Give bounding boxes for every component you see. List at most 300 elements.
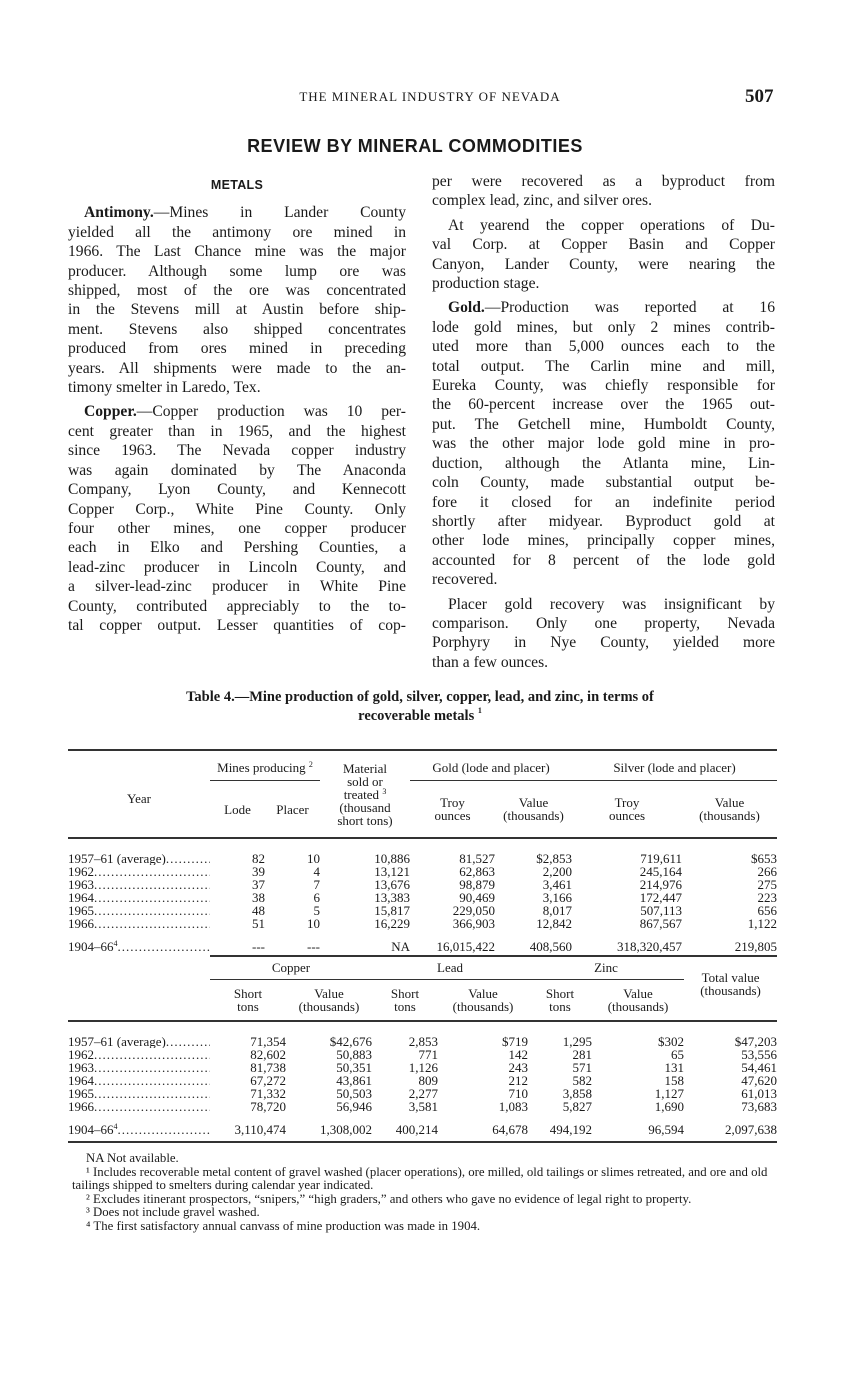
line-text: coln County, made substantial output be-: [432, 474, 775, 492]
value-cell: 1,690: [654, 1099, 685, 1114]
line-text: timony smelter in Laredo, Tex.: [68, 379, 261, 397]
value-cell: 245,164: [639, 864, 682, 879]
line-text: Eureka County, was chiefly responsible for: [432, 377, 775, 395]
year-label: 1904–66: [68, 1123, 114, 1136]
dot-leader: [94, 1087, 210, 1100]
value-cell: 98,879: [459, 877, 495, 892]
value-cell: ---: [307, 939, 320, 954]
value-cell: 51: [252, 916, 265, 931]
line-text: lead-zinc producer in Lincoln County, and: [68, 558, 406, 576]
value-cell: 131: [664, 1060, 685, 1075]
text-line: [432, 395, 775, 414]
col-group-gold: Gold (lode and placer): [410, 758, 572, 780]
year-cell: [68, 891, 210, 904]
text-line: [68, 378, 406, 397]
value-cell: 318,320,457: [617, 939, 682, 954]
value-cell: 10: [307, 851, 320, 866]
line-text: producer. Although some lump ore was: [68, 262, 406, 280]
text-line: [432, 434, 775, 453]
value-cell: 54,461: [741, 1060, 778, 1075]
year-label: 1962: [68, 1048, 94, 1061]
caption-line: Table 4.—Mine production of gold, silver, copper, lead, and zinc, in terms of: [186, 689, 654, 705]
year-cell: [68, 1100, 210, 1113]
value-cell: 719,611: [640, 851, 682, 866]
text-line: [432, 595, 775, 614]
value-cell: 2,853: [408, 1034, 438, 1049]
value-cell: $653: [751, 851, 777, 866]
line-text: per were recovered as a byproduct from: [432, 173, 775, 190]
caption-line: [60, 707, 780, 726]
text-line: [68, 300, 406, 319]
value-cell: 82,602: [250, 1047, 286, 1062]
text-line: [68, 480, 406, 499]
col-material: Material sold or treated $^3$ (thousand short tons): [337, 761, 393, 828]
year-cell: [68, 1074, 210, 1087]
line-text: Copper Corp., White Pine County. Only: [68, 500, 406, 518]
year-cell: [68, 1087, 210, 1100]
value-cell: 281: [572, 1047, 593, 1062]
value-cell: 809: [418, 1073, 438, 1088]
line-text: uted more than 5,000 ounces each to the: [432, 338, 775, 356]
line-text: put. The Getchell mine, Humboldt County,: [432, 415, 775, 433]
value-cell: 172,447: [639, 890, 682, 905]
line-text: was the other major lode gold mine in pro-: [432, 435, 775, 453]
year-label: 1962: [68, 865, 94, 878]
text-line: [432, 454, 775, 473]
year-label: 1966: [68, 1100, 94, 1113]
text-line: [432, 337, 775, 356]
value-cell: 212: [508, 1073, 529, 1088]
line-text: duction, although the Atlanta mine, Lin-: [432, 454, 775, 472]
line-text: a silver-lead-zinc producer in White Pine: [68, 578, 406, 596]
year-label: 1957–61 (average): [68, 1035, 166, 1048]
dot-leader: [94, 878, 210, 891]
table-total-row: [68, 940, 777, 953]
value-cell: 3,581: [408, 1099, 438, 1114]
year-label: 1966: [68, 917, 94, 930]
line-text: lode gold mines, but only 2 mines contrib-: [432, 318, 775, 336]
value-cell: 90,469: [459, 890, 495, 905]
dot-leader: [118, 940, 211, 953]
value-cell: 1,122: [747, 916, 777, 931]
line-text: since 1963. The Nevada copper industry: [68, 442, 406, 460]
value-cell: 10,886: [374, 851, 410, 866]
text-line: [68, 441, 406, 460]
line-text: 1966. The Last Chance mine was the major: [68, 243, 406, 261]
col-lead-tons: Short tons: [390, 986, 420, 1015]
value-cell: 275: [757, 877, 777, 892]
line-text: comparison. Only one property, Nevada: [432, 614, 775, 632]
line-text: val Corp. at Copper Basin and Copper: [432, 236, 775, 254]
line-text: production stage.: [432, 275, 540, 293]
table-footnotes: [72, 1152, 782, 1233]
year-cell: [68, 852, 210, 865]
value-cell: 243: [508, 1060, 529, 1075]
line-text: each in Elko and Pershing Counties, a: [68, 539, 406, 557]
value-cell: ---: [252, 939, 265, 954]
col-group-silver: Silver (lode and placer): [572, 758, 777, 780]
value-cell: 47,620: [741, 1073, 778, 1088]
value-cell: 6: [313, 890, 320, 905]
text-line: [432, 191, 775, 210]
line-text: At yearend the copper operations of Du-: [448, 216, 775, 234]
value-cell: 10: [307, 916, 320, 931]
running-title: THE MINERAL INDUSTRY OF NEVADA: [299, 89, 561, 104]
col-total-value: Total value (thousands): [700, 970, 761, 998]
text-line: [432, 274, 775, 293]
row-spacer: [68, 1021, 777, 1035]
dot-leader: [94, 917, 210, 930]
col-year: Year: [127, 790, 151, 806]
table-header-rule: [68, 837, 777, 839]
col-copper-value: Value (thousands): [298, 986, 360, 1015]
line-text: produced from ores mined in preceding: [68, 340, 406, 358]
footnote-ref: 4: [113, 940, 118, 948]
line-text: Company, Lyon County, and Kennecott: [68, 481, 406, 499]
line-text: other lode mines, principally copper mines,: [432, 532, 775, 550]
text-line: [432, 493, 775, 512]
year-label: 1904–66: [68, 940, 114, 953]
value-cell: 158: [664, 1073, 685, 1088]
text-line: [68, 281, 406, 300]
year-cell: [68, 940, 210, 953]
text-line: [68, 339, 406, 358]
year-cell: [68, 865, 210, 878]
value-cell: 71,332: [250, 1086, 286, 1101]
dot-leader: [166, 852, 210, 865]
line-text: years. All shipments were made to the an-: [68, 359, 406, 377]
value-cell: 1,127: [654, 1086, 685, 1101]
year-cell: [68, 1123, 210, 1136]
value-cell: 656: [757, 903, 777, 918]
text-line: [432, 473, 775, 492]
year-label: 1965: [68, 904, 94, 917]
line-text: —Mines in Lander County: [153, 204, 406, 222]
left-column: [68, 176, 406, 640]
value-cell: 81,527: [459, 851, 495, 866]
col-lode: Lode: [224, 801, 251, 817]
value-cell: 37: [252, 877, 265, 892]
line-text: yielded all the antimony ore mined in: [68, 223, 406, 241]
dot-leader: [166, 1035, 210, 1048]
col-silver-value: Value (thousands): [699, 795, 760, 824]
value-cell: 507,113: [640, 903, 682, 918]
year-label: 1965: [68, 1087, 94, 1100]
value-cell: 219,805: [734, 939, 777, 954]
dot-leader: [94, 1061, 210, 1074]
footnote: ³ Does not include gravel washed.: [86, 1205, 260, 1219]
line-text: County, contributed appreciably to the to-: [68, 597, 406, 615]
text-line: [432, 255, 775, 274]
left-paragraphs: [68, 203, 406, 635]
text-line: [432, 376, 775, 395]
line-text: than a few ounces.: [432, 653, 549, 671]
text-line: [432, 235, 775, 254]
page-number: 507: [745, 86, 774, 107]
text-line: [68, 616, 406, 635]
line-text: —Copper production was 10 per-: [136, 403, 406, 421]
year-cell: [68, 1035, 210, 1048]
text-line: [432, 614, 775, 633]
value-cell: 266: [757, 864, 777, 879]
value-cell: 15,817: [374, 903, 410, 918]
text-line: [432, 357, 775, 376]
year-label: 1957–61 (average): [68, 852, 166, 865]
value-cell: 223: [757, 890, 777, 905]
value-cell: NA: [391, 939, 410, 954]
footnote: ² Excludes itinerant prospectors, “snipers,” “high graders,” and others who gave no evidence of legal right to property.: [86, 1191, 692, 1206]
line-text: —Production was reported at 16: [484, 299, 775, 317]
value-cell: 5,827: [562, 1099, 593, 1114]
value-cell: 67,272: [250, 1073, 286, 1088]
year-cell: [68, 878, 210, 891]
year-cell: [68, 1061, 210, 1074]
footnote: ⁴ The first satisfactory annual canvass of mine production was made in 1904.: [86, 1218, 481, 1233]
value-cell: 142: [508, 1047, 529, 1062]
spacer-cell: [68, 1021, 777, 1035]
value-cell: 5: [313, 903, 320, 918]
subsection-heading: METALS: [210, 178, 264, 192]
footnote: ¹ Includes recoverable metal content of gravel washed (placer operations), ore milled, old tailings or slimes retreated, and ore and old tailings shipped to smelters during calendar year indicated.: [72, 1164, 768, 1192]
footnote-ref: 1: [477, 706, 482, 715]
dot-leader: [94, 891, 210, 904]
paragraph: [432, 595, 775, 673]
paragraph: [68, 402, 406, 635]
value-cell: 400,214: [395, 1122, 438, 1137]
line-text: total output. The Carlin mine and mill,: [432, 357, 775, 375]
line-text: recovered.: [432, 571, 498, 589]
value-cell: $42,676: [329, 1034, 372, 1049]
value-cell: 13,676: [374, 877, 410, 892]
value-cell: 3,166: [542, 890, 572, 905]
dot-leader: [94, 865, 210, 878]
text-line: [68, 577, 406, 596]
value-cell: $2,853: [536, 851, 572, 866]
text-line: [68, 242, 406, 261]
year-label: 1963: [68, 878, 94, 891]
value-cell: 710: [508, 1086, 529, 1101]
text-line: [432, 551, 775, 570]
paragraph-lead: Copper.: [84, 403, 137, 421]
line-text: tal copper output. Lesser quantities of cop-: [68, 616, 406, 634]
year-label: 1964: [68, 1074, 94, 1087]
table-part1: [68, 758, 777, 953]
text-line: [68, 500, 406, 519]
text-line: [68, 359, 406, 378]
line-text: in the Stevens mill at Austin before ship-: [68, 301, 406, 319]
col-group-zinc: Zinc: [528, 959, 684, 979]
paragraph: [432, 216, 775, 294]
value-cell: 62,863: [459, 864, 495, 879]
paragraph: [68, 203, 406, 397]
text-line: [432, 531, 775, 550]
caption-text: recoverable metals: [358, 708, 475, 724]
line-text: four other mines, one copper producer: [68, 519, 406, 537]
value-cell: 50,351: [336, 1060, 372, 1075]
table-row: [68, 917, 777, 930]
text-line: [68, 402, 406, 421]
value-cell: 71,354: [250, 1034, 286, 1049]
value-cell: 13,121: [374, 864, 410, 879]
value-cell: 366,903: [452, 916, 495, 931]
value-cell: 3,858: [562, 1086, 593, 1101]
value-cell: 4: [313, 864, 320, 879]
table-part2-header-rule: [68, 1020, 777, 1022]
table-row: [68, 1100, 777, 1113]
value-cell: 582: [572, 1073, 593, 1088]
value-cell: $47,203: [734, 1034, 778, 1049]
value-cell: 8,017: [542, 903, 572, 918]
value-cell: $302: [658, 1034, 685, 1049]
line-text: Canyon, Lander County, were nearing the: [432, 255, 775, 273]
col-lead-value: Value (thousands): [452, 986, 514, 1015]
col-group-copper: Copper: [210, 959, 372, 979]
value-cell: 81,738: [250, 1060, 286, 1075]
value-cell: 3,461: [542, 877, 572, 892]
value-cell: 64,678: [492, 1122, 529, 1137]
value-cell: 494,192: [549, 1122, 593, 1137]
value-cell: $719: [502, 1034, 529, 1049]
value-cell: 56,946: [336, 1099, 372, 1114]
year-cell: [68, 1048, 210, 1061]
text-line: [68, 558, 406, 577]
value-cell: 1,295: [562, 1034, 593, 1049]
table-part2-rule: [210, 955, 777, 957]
value-cell: 73,683: [741, 1099, 778, 1114]
line-text: shipped, most of the ore was concentrated: [68, 282, 406, 300]
paragraph-lead: Gold.: [448, 299, 485, 317]
value-cell: 771: [418, 1047, 438, 1062]
col-zinc-tons: Short tons: [545, 986, 575, 1015]
line-text: complex lead, zinc, and silver ores.: [432, 192, 652, 210]
col-copper-tons: Short tons: [233, 986, 263, 1015]
value-cell: 39: [252, 864, 265, 879]
text-line: [68, 519, 406, 538]
dot-leader: [94, 1074, 210, 1087]
line-text: Porphyry in Nye County, yielded more: [432, 634, 775, 652]
year-cell: [68, 917, 210, 930]
line-text: was again dominated by The Anaconda: [68, 461, 406, 479]
line-text: the 60-percent increase over the 1965 out-: [432, 396, 775, 414]
year-label: 1963: [68, 1061, 94, 1074]
line-text: shortly after midyear. Byproduct gold at: [432, 512, 775, 530]
value-cell: 867,567: [639, 916, 682, 931]
col-gold-troy: Troy ounces: [434, 795, 471, 824]
value-cell: 65: [671, 1047, 685, 1062]
text-line: [68, 262, 406, 281]
text-line: [432, 298, 775, 317]
value-cell: 7: [313, 877, 320, 892]
footnote-ref: 4: [113, 1123, 118, 1131]
row-spacer: [68, 838, 777, 852]
text-line: [68, 320, 406, 339]
value-cell: 43,861: [336, 1073, 372, 1088]
value-cell: 16,015,422: [436, 939, 495, 954]
paragraph: [432, 172, 775, 211]
footnote: NA Not available.: [86, 1151, 179, 1165]
value-cell: 12,842: [536, 916, 572, 931]
line-text: fore it closed for an indefinite period: [432, 493, 775, 511]
col-placer: Placer: [276, 801, 309, 817]
col-gold-value: Value (thousands): [503, 795, 564, 824]
value-cell: 1,126: [408, 1060, 438, 1075]
text-line: [432, 512, 775, 531]
text-line: [68, 223, 406, 242]
dot-leader: [94, 904, 210, 917]
value-cell: 38: [252, 890, 265, 905]
dot-leader: [118, 1123, 211, 1136]
text-line: [68, 597, 406, 616]
table-part2: [68, 959, 777, 1136]
text-line: [432, 415, 775, 434]
text-line: [68, 538, 406, 557]
table-bottom-rule: [68, 1141, 777, 1143]
value-cell: 2,200: [542, 864, 572, 879]
text-line: [68, 461, 406, 480]
year-cell: [68, 904, 210, 917]
text-line: [432, 216, 775, 235]
value-cell: 214,976: [639, 877, 682, 892]
spacer-cell: [68, 838, 777, 852]
year-label: 1964: [68, 891, 94, 904]
text-line: [432, 318, 775, 337]
dot-leader: [94, 1048, 210, 1061]
col-group-lead: Lead: [372, 959, 528, 979]
value-cell: 78,720: [250, 1099, 286, 1114]
text-line: [68, 422, 406, 441]
table-top-rule: [68, 749, 777, 751]
value-cell: 571: [572, 1060, 593, 1075]
value-cell: 3,110,474: [234, 1122, 286, 1137]
value-cell: 16,229: [374, 916, 410, 931]
col-silver-troy: Troy ounces: [608, 795, 646, 824]
value-cell: 2,097,638: [725, 1122, 778, 1137]
value-cell: 48: [252, 903, 265, 918]
value-cell: 229,050: [452, 903, 495, 918]
line-text: cent greater than in 1965, and the highest: [68, 422, 406, 440]
col-zinc-value: Value (thousands): [607, 986, 669, 1015]
value-cell: 2,277: [408, 1086, 438, 1101]
value-cell: 408,560: [529, 939, 572, 954]
col-group-mines: Mines producing $^2$: [210, 758, 320, 780]
value-cell: 50,883: [336, 1047, 372, 1062]
table-total-row: [68, 1123, 777, 1136]
value-cell: 96,594: [648, 1122, 685, 1137]
value-cell: 13,383: [374, 890, 410, 905]
table-caption: [60, 688, 780, 726]
value-cell: 1,083: [498, 1099, 529, 1114]
line-text: ment. Stevens also shipped concentrates: [68, 320, 406, 338]
value-cell: 53,556: [741, 1047, 778, 1062]
line-text: Placer gold recovery was insignificant by: [448, 595, 775, 613]
dot-leader: [94, 1100, 210, 1113]
paragraph-lead: Antimony.: [84, 204, 154, 222]
right-column: [432, 172, 775, 677]
value-cell: 61,013: [741, 1086, 778, 1101]
line-text: accounted for 8 percent of the lode gold: [432, 551, 775, 569]
value-cell: 50,503: [336, 1086, 372, 1101]
text-line: [432, 570, 775, 589]
value-cell: 1,308,002: [320, 1122, 372, 1137]
paragraph: [432, 298, 775, 589]
col-year-blank: [68, 959, 210, 1021]
text-line: [68, 203, 406, 222]
text-line: [432, 633, 775, 652]
section-title: REVIEW BY MINERAL COMMODITIES: [247, 136, 583, 156]
right-paragraphs: [432, 172, 775, 672]
text-line: [432, 653, 775, 672]
value-cell: 82: [252, 851, 265, 866]
